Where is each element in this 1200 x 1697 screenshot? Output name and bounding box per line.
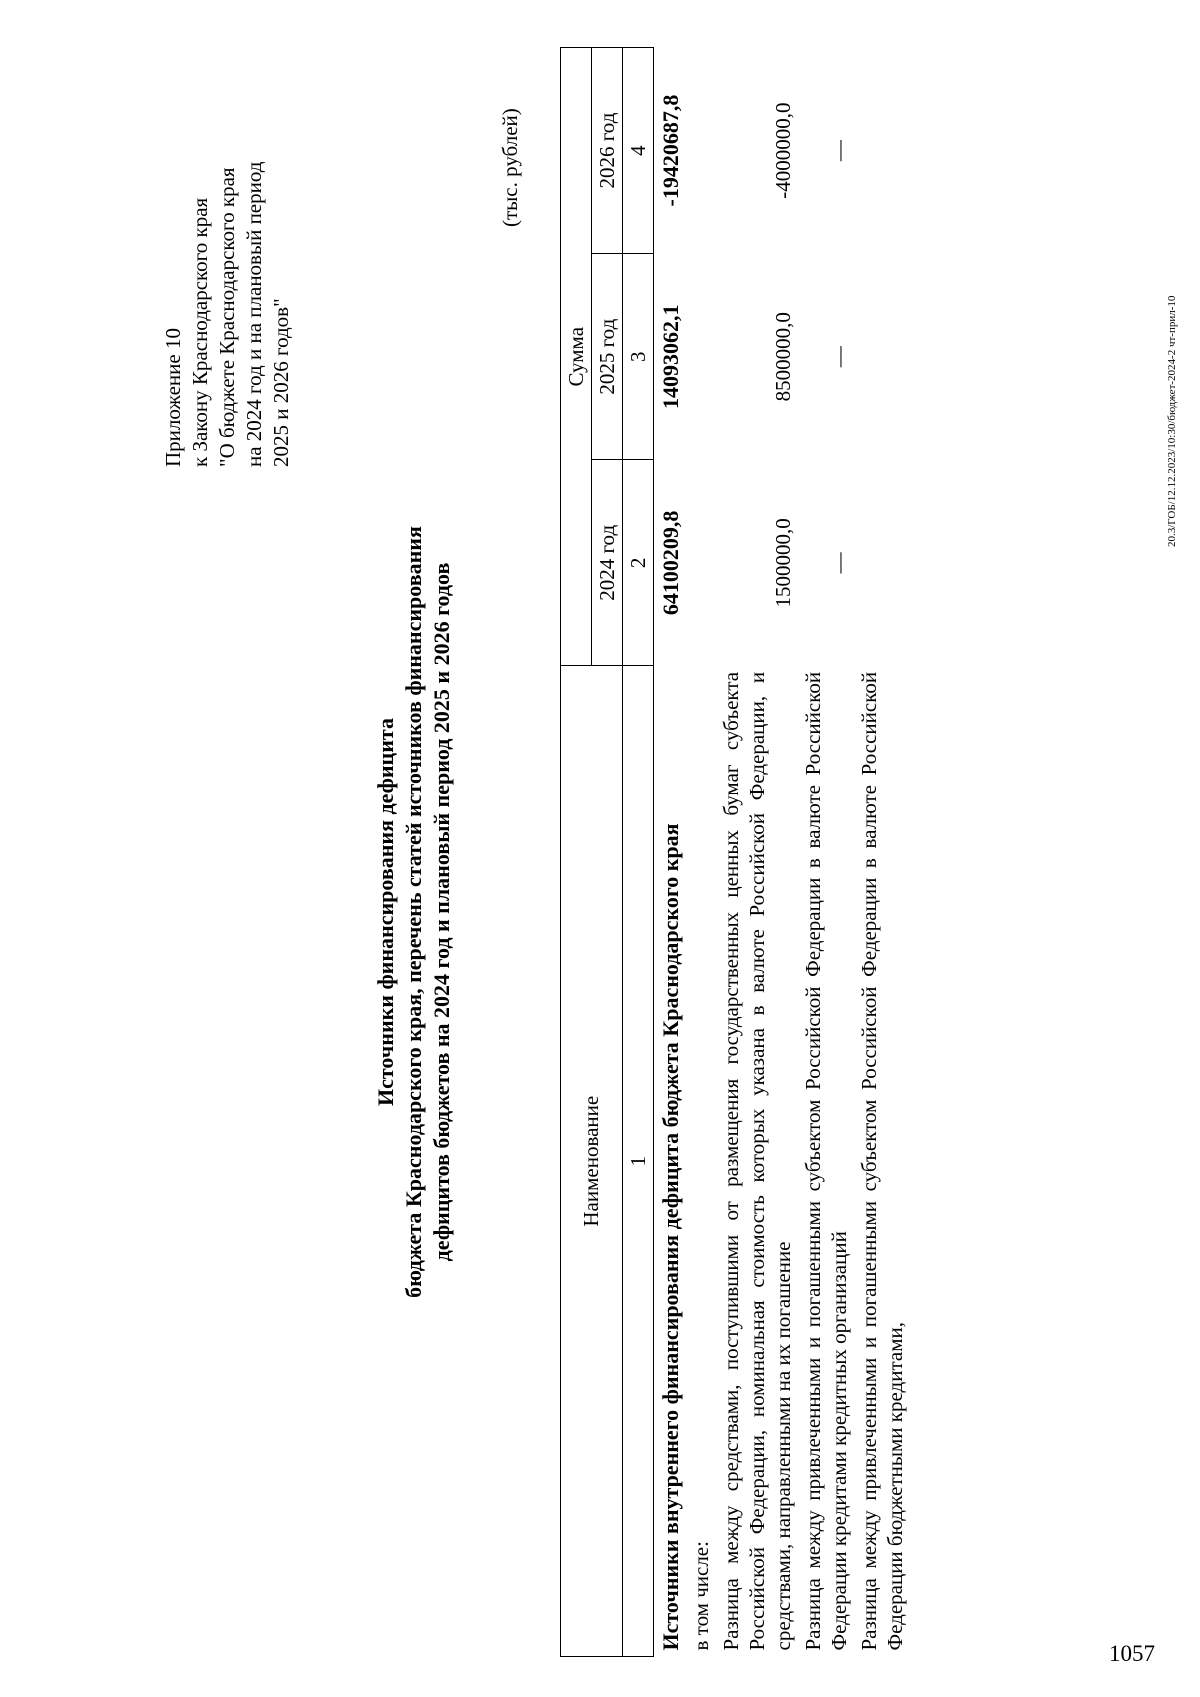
annex-line: к Закону Краснодарского края [188,197,212,467]
header-colnum-2: 2 [623,460,654,666]
table-row [684,48,714,1657]
row-value-2025: 14093062,1 [658,304,683,409]
annex-line: 2025 и 2026 годов" [269,298,293,467]
header-year-2026: 2026 год [592,48,623,254]
row-name: в том числе: [689,1541,713,1651]
units-label: (тыс. рублей) [498,108,522,227]
annex-block [160,37,295,467]
row-name: Разница между средствами, поступившими от размещения государственных ценных бумаг субъекта Российской Федерации, номинальная стоимость которых указана в валюте Российской Федерации, и средствами, направленными на их погашение [719,671,795,1651]
header-sum: Сумма [561,48,592,666]
header-colnum-3: 3 [623,254,654,460]
row-name: Разница между привлеченными и погашенными субъектом Российской Федерации в валюте Российской Федерации бюджетными кредитами, [857,671,907,1651]
table-row [654,48,685,1657]
row-value-2024: 1500000,0 [771,518,795,608]
annex-line: "О бюджете Краснодарского края [215,167,239,467]
header-year-2024: 2024 год [592,460,623,666]
annex-line: на 2024 год и на плановый период [242,161,266,467]
document-code: 20.3/ГОБ/12.12.2023/10:30/бюджет-2024-2 чт-прил-10 [1166,295,1178,547]
row-value-2025: — [827,346,851,368]
page-number: 1057 [1109,1641,1155,1666]
header-year-2025: 2025 год [592,254,623,460]
header-name: Наименование [561,666,623,1657]
title-line: Источники финансирования дефицита [373,718,398,1106]
row-value-2024: — [827,552,851,574]
header-colnum-4: 4 [623,48,654,254]
table-row [852,48,908,1657]
annex-line: Приложение 10 [161,328,185,467]
document-title [372,337,456,1487]
row-value-2026: -4000000,0 [771,102,795,199]
header-colnum-1: 1 [623,666,654,1657]
row-value-2025: 8500000,0 [771,312,795,402]
table-row [796,48,852,1657]
row-value-2024: 64100209,8 [658,510,683,616]
row-name: Источники внутреннего финансирования дефицита бюджета Краснодарского края [658,823,683,1651]
financing-table [560,47,908,1657]
row-value-2026: — [827,140,851,162]
title-line: дефицитов бюджетов на 2024 год и плановый период 2025 и 2026 годов [429,562,454,1262]
title-line: бюджета Краснодарского края, перечень статей источников финансирования [401,526,426,1298]
table-row [714,48,796,1657]
row-name: Разница между привлеченными и погашенными субъектом Российской Федерации в валюте Российской Федерации кредитами кредитных организаций [801,671,851,1651]
row-value-2026: -19420687,8 [658,94,683,207]
